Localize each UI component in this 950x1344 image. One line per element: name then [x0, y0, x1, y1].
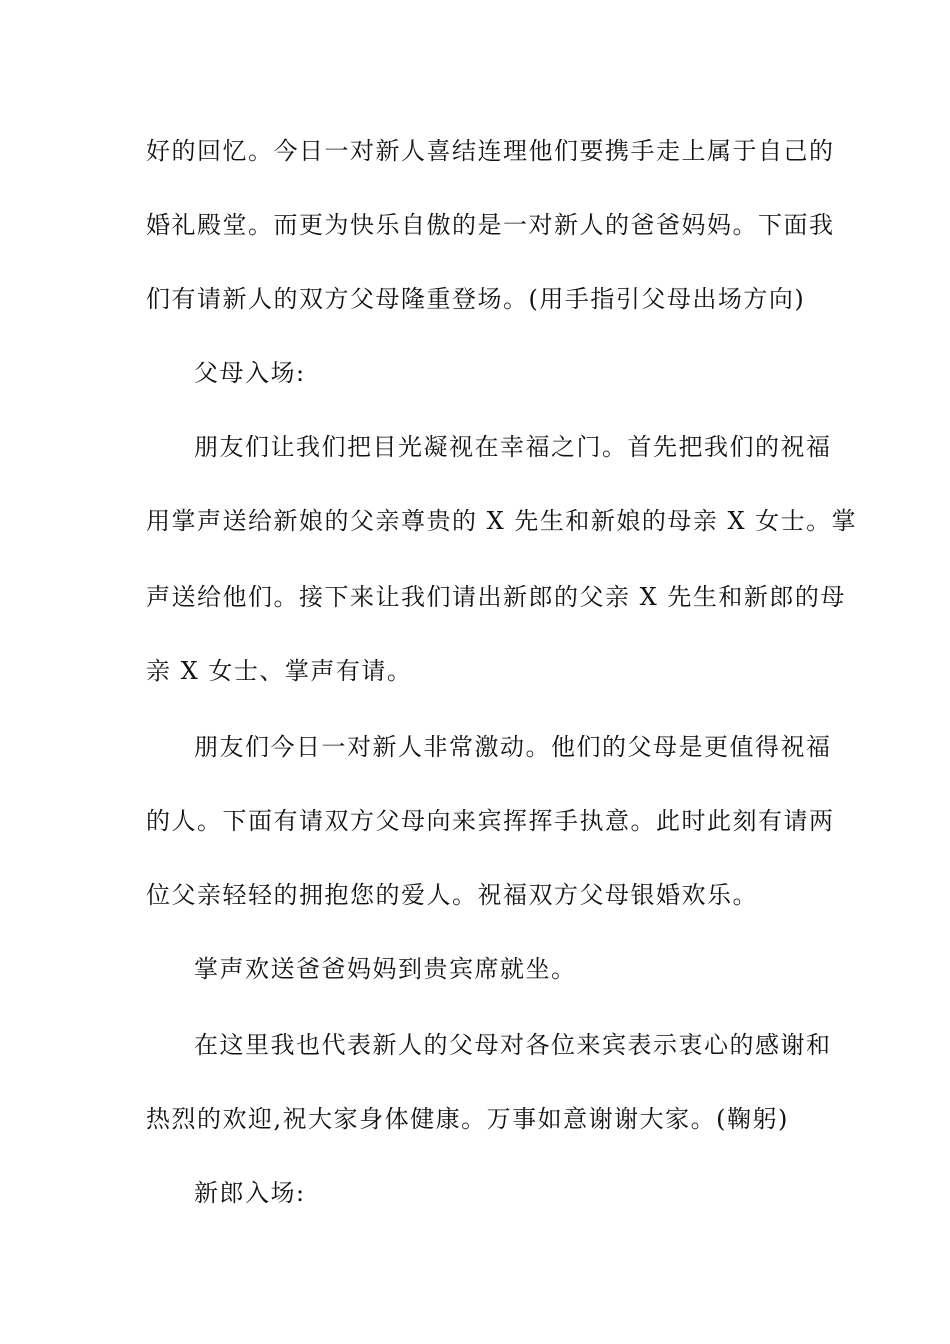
text-line: 声送给他们。接下来让我们请出新郎的父亲 X 先生和新郎的母 — [146, 583, 846, 611]
section-heading-parents-entrance: 父母入场: — [194, 359, 306, 387]
text-line: 亲 X 女士、掌声有请。 — [146, 657, 413, 685]
section-heading-groom-entrance: 新郎入场: — [194, 1179, 306, 1207]
text-line: 在这里我也代表新人的父母对各位来宾表示衷心的感谢和 — [194, 1031, 832, 1059]
text-line: 热烈的欢迎,祝大家身体健康。万事如意谢谢大家。(鞠躬) — [146, 1105, 789, 1133]
text-line: 们有请新人的双方父母隆重登场。(用手指引父母出场方向) — [146, 285, 806, 313]
text-line: 朋友们今日一对新人非常激动。他们的父母是更值得祝福 — [194, 733, 832, 761]
text-line: 的人。下面有请双方父母向来宾挥挥手执意。此时此刻有请两 — [146, 807, 835, 835]
text-line: 用掌声送给新娘的父亲尊贵的 X 先生和新娘的母亲 X 女士。掌 — [146, 507, 858, 535]
text-line: 朋友们让我们把目光凝视在幸福之门。首先把我们的祝福 — [194, 433, 832, 461]
text-line: 掌声欢送爸爸妈妈到贵宾席就坐。 — [194, 955, 577, 983]
text-line: 位父亲轻轻的拥抱您的爱人。祝福双方父母银婚欢乐。 — [146, 881, 758, 909]
text-line: 婚礼殿堂。而更为快乐自傲的是一对新人的爸爸妈妈。下面我 — [146, 211, 835, 239]
text-line: 好的回忆。今日一对新人喜结连理他们要携手走上属于自己的 — [146, 137, 835, 165]
